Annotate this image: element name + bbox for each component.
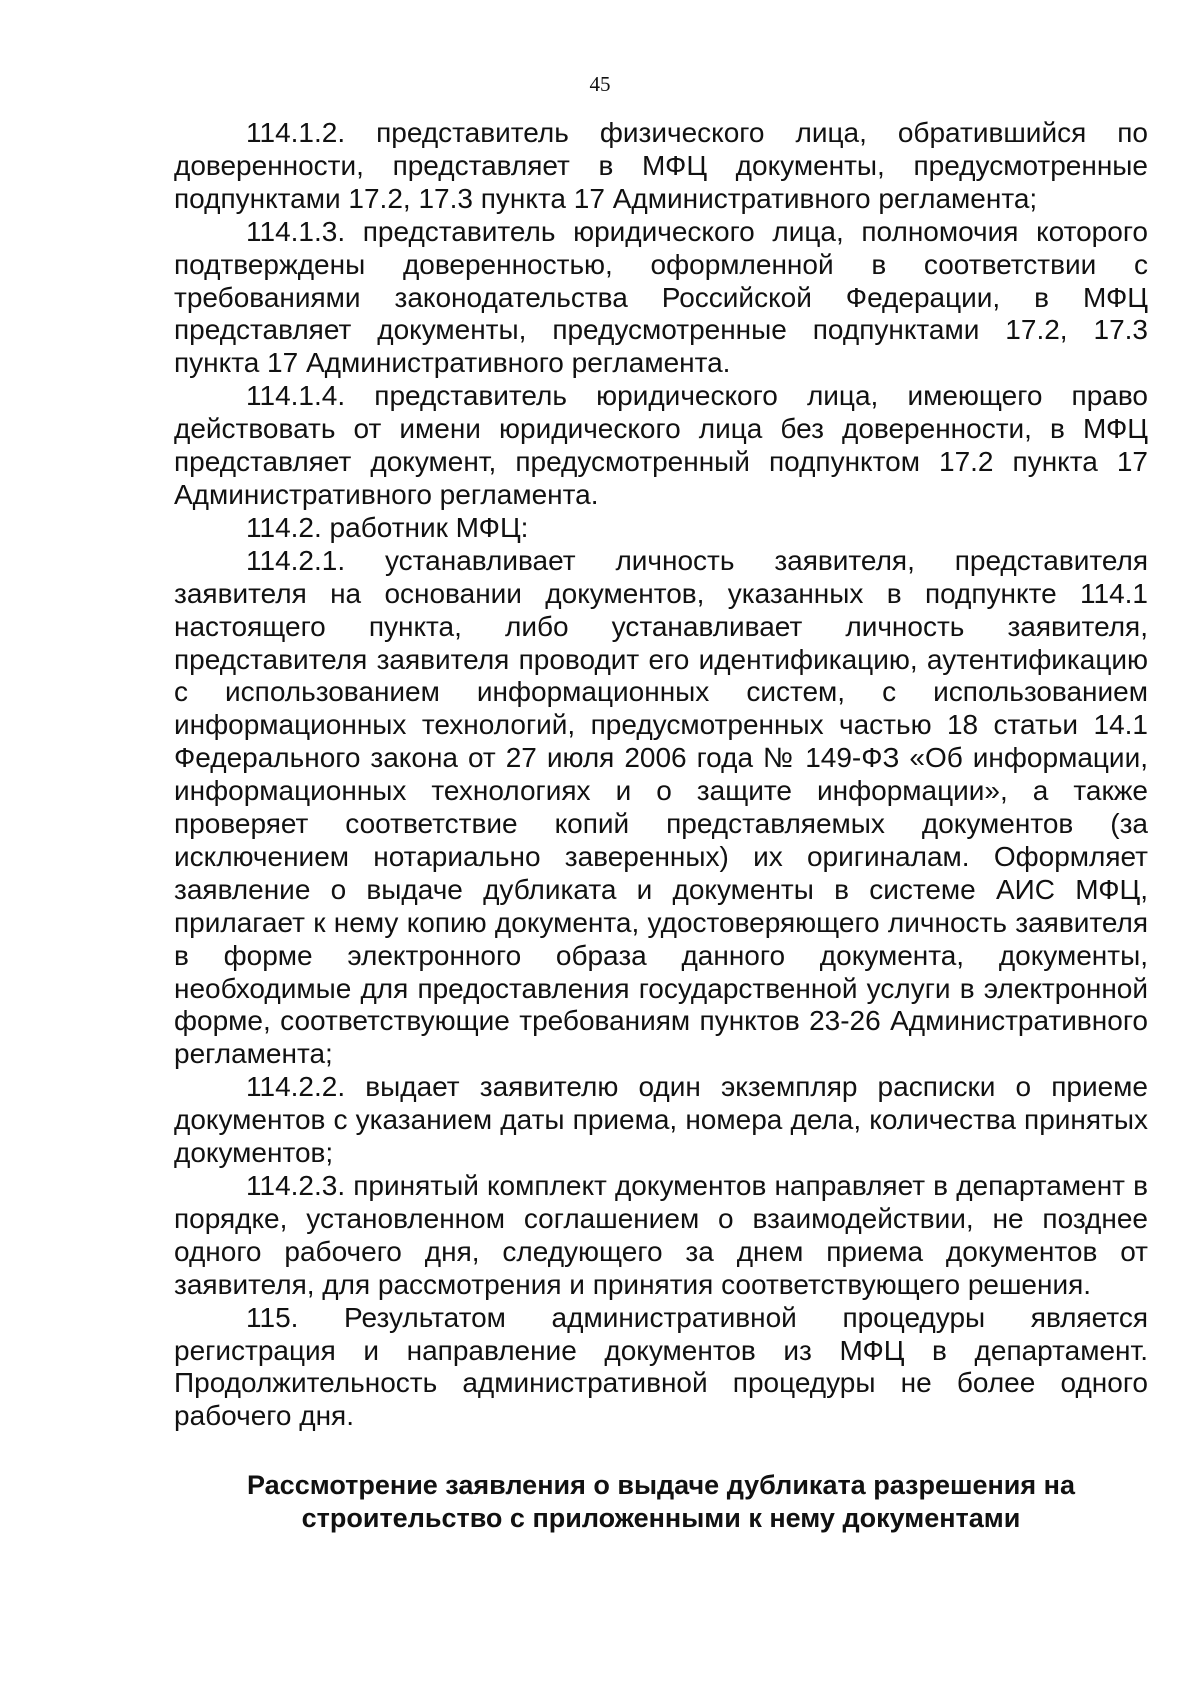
paragraph-114-2-3: 114.2.3. принятый комплект документов направляет в департамент в порядке, установленном соглашением о взаимодействии, не позднее одного рабочего дня, следующего за днем приема документов от заявителя, для рассмотрения и принятия соответствующего решения. xyxy=(174,1170,1148,1300)
page-number: 45 xyxy=(589,72,611,96)
paragraph-114-2-2: 114.2.2. выдает заявителю один экземпляр расписки о приеме документов с указанием даты приема, номера дела, количества принятых документов; xyxy=(174,1071,1148,1169)
document-body xyxy=(174,117,1148,1535)
paragraph-115: 115. Результатом административной процедуры является регистрация и направление документов из МФЦ в департамент. Продолжительность административной процедуры не более одного рабочего дня. xyxy=(174,1301,1148,1432)
paragraph-114-1-2: 114.1.2. представитель физического лица, обратившийся по доверенности, представляет в МФЦ документы, предусмотренные подпунктами 17.2, 17.3 пункта 17 Административного регламента; xyxy=(174,117,1148,214)
section-heading: Рассмотрение заявления о выдаче дубликата разрешения на строительство с приложенными к нему документами xyxy=(247,1470,1075,1534)
paragraph-114-2: 114.2. работник МФЦ: xyxy=(246,511,529,543)
paragraph-114-2-1: 114.2.1. устанавливает личность заявителя, представителя заявителя на основании документов, указанных в подпункте 114.1 настоящего пункта, либо устанавливает личность заявителя, представителя заявителя проводит его идентификацию, аутентификацию с использованием информационных систем, с использованием информационных технологий, предусмотренных частью 18 статьи 14.1 Федерального закона от 27 июля 2006 года № 149-ФЗ «Об информации, информационных технологиях и о защите информации», а также проверяет соответствие копий представляемых документов (за исключением нотариально заверенных) их оригиналам. Оформляет заявление о выдаче дубликата и документы в системе АИС МФЦ, прилагает к нему копию документа, удостоверяющего личность заявителя в форме электронного образа данного документа, документы, необходимые для предоставления государственной услуги в электронной форме, соответствующие требованиям пунктов 23-26 Административного регламента; xyxy=(174,544,1148,1070)
paragraph-114-1-3: 114.1.3. представитель юридического лица, полномочия которого подтверждены доверенностью, оформленной в соответствии с требованиями законодательства Российской Федерации, в МФЦ представляет документы, предусмотренные подпунктами 17.2, 17.3 пункта 17 Административного регламента. xyxy=(174,215,1148,379)
paragraph-114-1-4: 114.1.4. представитель юридического лица, имеющего право действовать от имени юридического лица без доверенности, в МФЦ представляет документ, предусмотренный подпунктом 17.2 пункта 17 Административного регламента. xyxy=(174,380,1148,510)
